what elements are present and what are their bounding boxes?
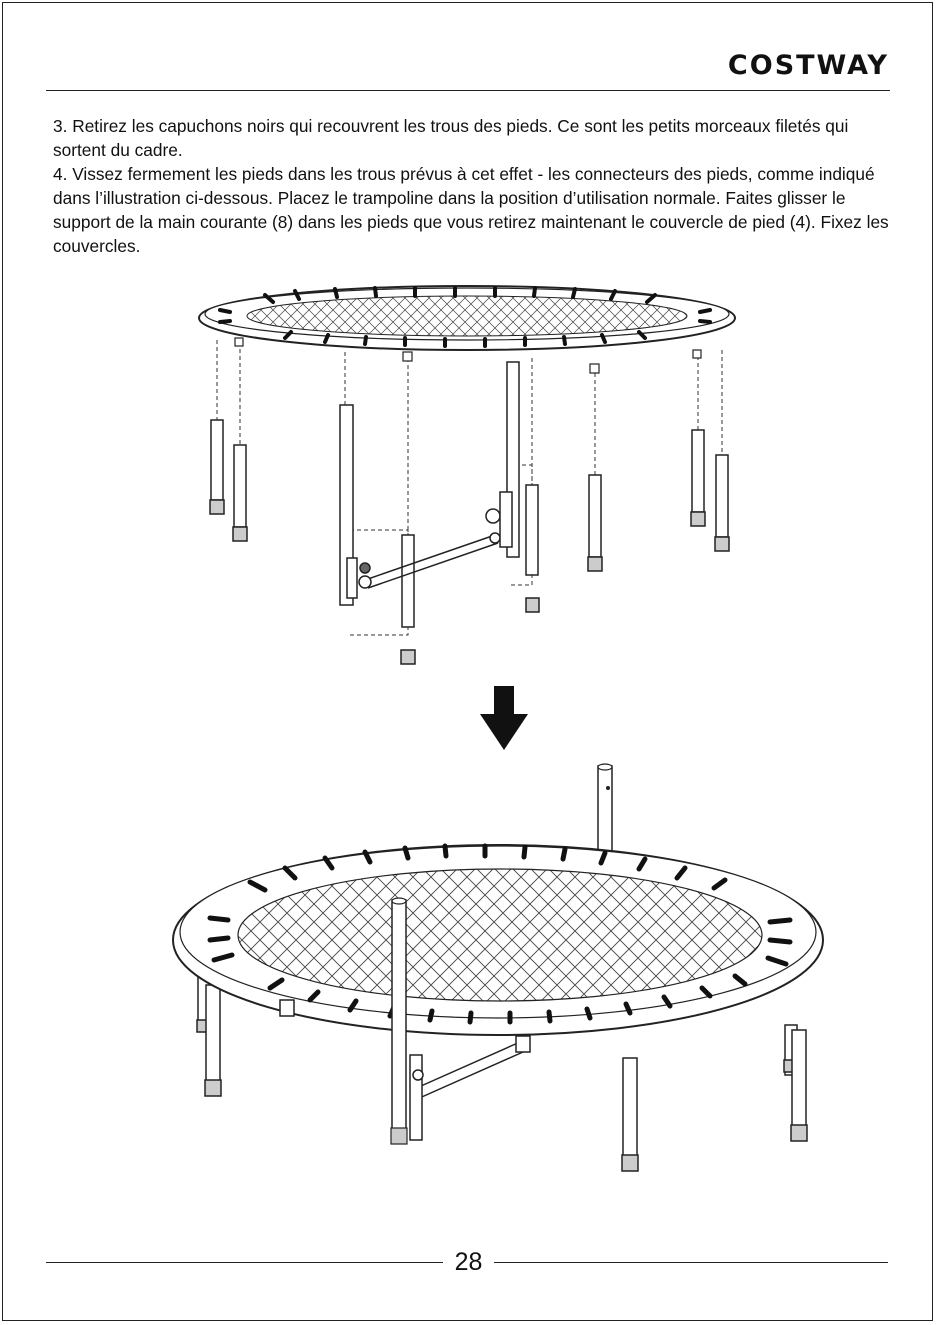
- arrow-down-icon: [478, 686, 530, 752]
- footer-rule-left: [46, 1262, 443, 1263]
- exploded-assembly-illustration: [195, 280, 745, 670]
- header-rule: [46, 90, 890, 91]
- assembled-trampoline-illustration: [170, 760, 840, 1180]
- footer-rule-right: [494, 1262, 888, 1263]
- instructions-text: [53, 114, 903, 258]
- instruction-step-3: 3. Retirez les capuchons noirs qui recouvrent les trous des pieds. Ce sont les petits morceaux filetés qui sortent du cadre.: [53, 116, 849, 160]
- instruction-step-4: 4. Vissez fermement les pieds dans les trous prévus à cet effet - les connecteurs des pieds, comme indiqué dans l’illustration ci-dessous. Placez le trampoline dans la position d’utilisation normale. Faites glisser le support de la main courante (8) dans les pieds que vous retirez maintenant le couvercle de pied (4). Fixez les couvercles.: [53, 164, 889, 256]
- page-number: 28: [454, 1248, 483, 1276]
- brand-logo: COSTWAY: [727, 50, 889, 81]
